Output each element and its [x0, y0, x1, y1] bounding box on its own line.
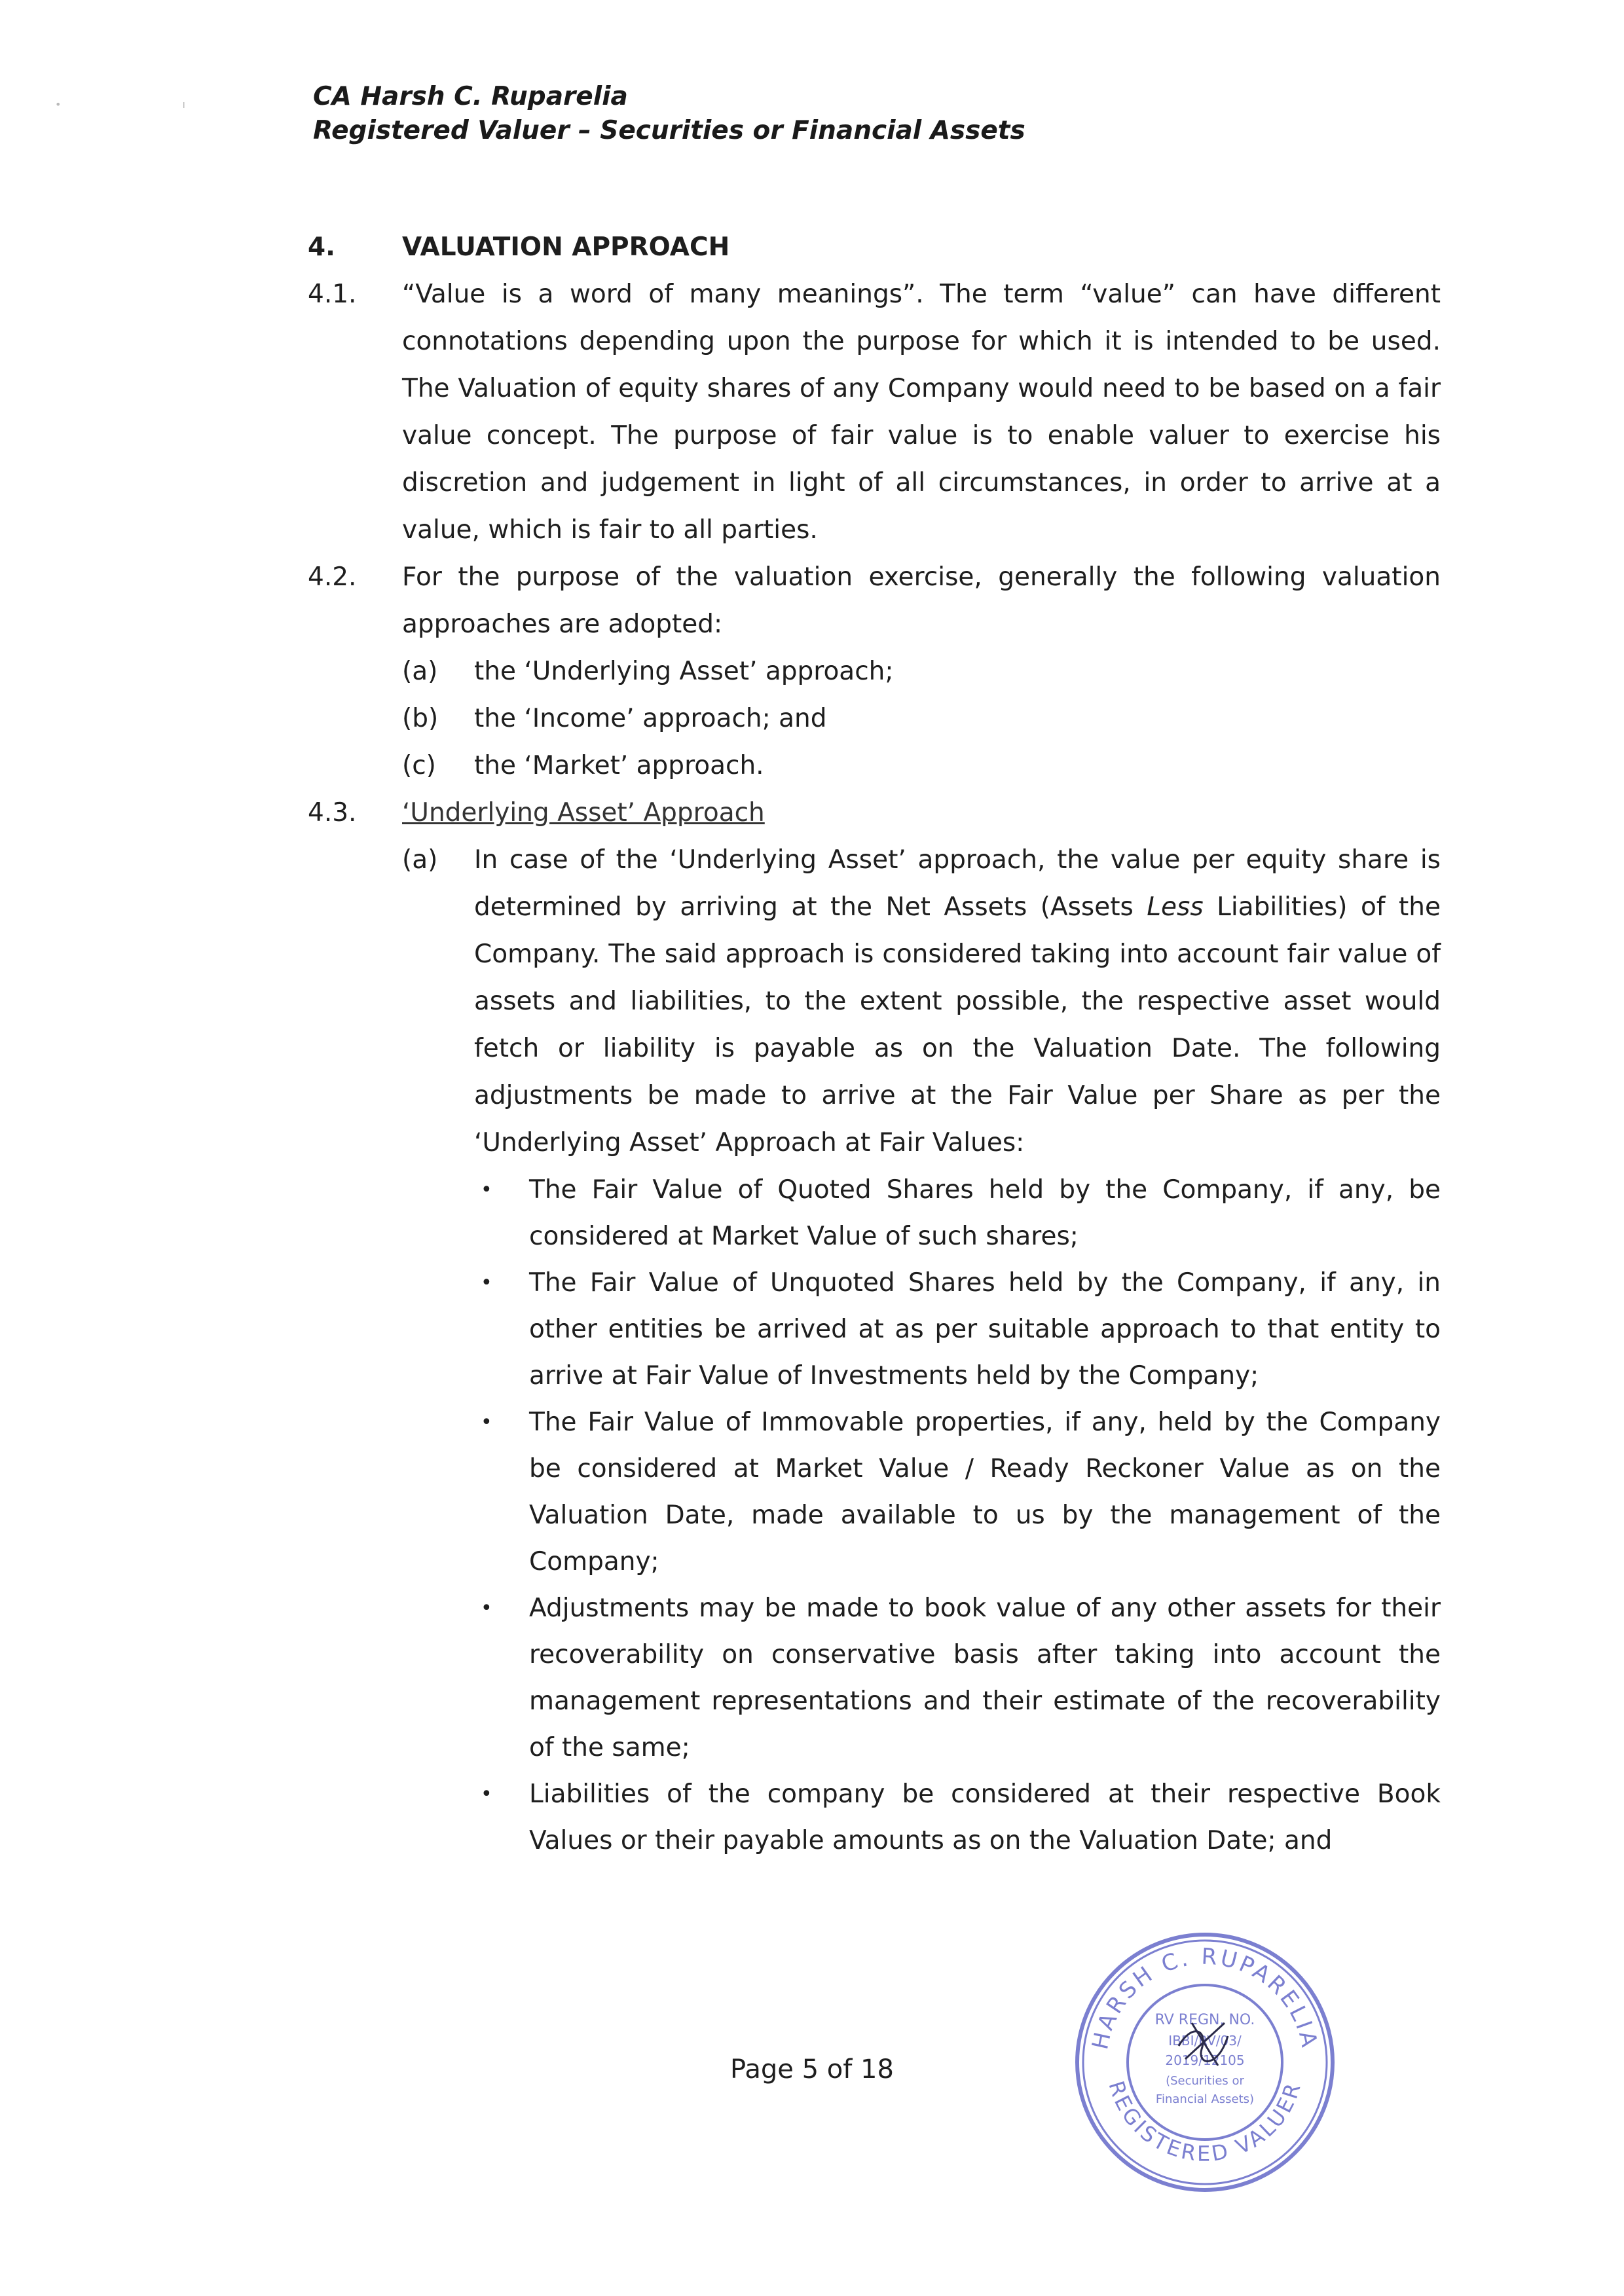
- bullet-text: Liabilities of the company be considered at their respective Book Values or their payable amounts as on the Valuation Date; and: [529, 1779, 1441, 1855]
- seal-line: IBBI/RV/03/: [1168, 2033, 1242, 2049]
- bullet-item: [474, 1399, 1441, 1585]
- valuer-seal-stamp: [1067, 1925, 1342, 2200]
- section-title: VALUATION APPROACH: [402, 232, 730, 262]
- letterhead: [313, 80, 1025, 148]
- seal-line: Financial Assets): [1155, 2092, 1255, 2106]
- list-item: [402, 742, 1441, 790]
- list-label: (a): [402, 657, 438, 686]
- section-heading: [308, 223, 1441, 271]
- seal-line: (Securities or: [1166, 2074, 1244, 2088]
- section-number: 4.: [308, 232, 335, 262]
- list-item: [402, 837, 1441, 1167]
- list-label: (b): [402, 704, 439, 733]
- paragraph-number: 4.2.: [308, 562, 357, 592]
- list-text: the ‘Income’ approach; and: [474, 704, 827, 733]
- paragraph-4-3: [308, 790, 1441, 837]
- paragraph-number: 4.1.: [308, 280, 357, 309]
- scan-specks: • ı: [55, 98, 244, 111]
- list-label: (c): [402, 751, 436, 780]
- bullet-item: [474, 1771, 1441, 1864]
- bullet-icon: •: [481, 1597, 492, 1620]
- bullet-text: The Fair Value of Immovable properties, if any, held by the Company be considered at Market Value / Ready Reckoner Value as on the Valuation Date, made available to us by the management of the Company;: [529, 1408, 1441, 1576]
- bullet-item: [474, 1585, 1441, 1771]
- page-number: Page 5 of 18: [730, 2054, 894, 2085]
- list-item: [402, 695, 1441, 742]
- document-body: [308, 223, 1441, 1864]
- list-label: (a): [402, 845, 438, 875]
- list-text: [474, 837, 1441, 1167]
- seal-ring-top: HARSH C. RUPARELIA: [1087, 1943, 1323, 2052]
- paragraph-number: 4.3.: [308, 798, 357, 828]
- valuer-name: CA Harsh C. Ruparelia: [313, 82, 628, 111]
- bullet-item: [474, 1260, 1441, 1399]
- paragraph-4-1: [308, 271, 1441, 554]
- text-part: In case of the ‘Underlying Asset’ approach, the value per equity share is determined by arriving at the Net Assets (Assets: [474, 845, 1441, 922]
- bullet-icon: •: [481, 1783, 492, 1806]
- text-italic: Less: [1147, 892, 1204, 922]
- valuer-designation: Registered Valuer – Securities or Financial Assets: [313, 116, 1025, 145]
- paragraph-4-2: [308, 554, 1441, 648]
- seal-ring-bottom: REGISTERED VALUER: [1103, 2078, 1306, 2166]
- bullet-list: [474, 1167, 1441, 1864]
- bullet-icon: •: [481, 1411, 492, 1434]
- list-text: the ‘Underlying Asset’ approach;: [474, 657, 894, 686]
- list-item: [402, 648, 1441, 695]
- bullet-text: The Fair Value of Quoted Shares held by the Company, if any, be considered at Market Value of such shares;: [529, 1175, 1441, 1251]
- seal-line: RV REGN. NO.: [1154, 2012, 1255, 2028]
- bullet-icon: •: [481, 1178, 492, 1201]
- text-part: Liabilities) of the Company. The said approach is considered taking into account fair value of assets and liabilities, to the extent possible, the respective asset would fetch or liability is payable as on the Valuation Date. The following adjustments be made to arrive at the Fair Value per Share as per the ‘Underlying Asset’ Approach at Fair Values:: [474, 892, 1441, 1157]
- bullet-item: [474, 1167, 1441, 1260]
- bullet-icon: •: [481, 1271, 492, 1294]
- paragraph-text: “Value is a word of many meanings”. The term “value” can have different connotations depending upon the purpose for which it is intended to be used. The Valuation of equity shares of any Company would need to be based on a fair value concept. The purpose of fair value is to enable valuer to exercise his discretion and judgement in light of all circumstances, in order to arrive at a value, which is fair to all parties.: [402, 280, 1441, 545]
- list-text: the ‘Market’ approach.: [474, 751, 764, 780]
- subsection-heading: ‘Underlying Asset’ Approach: [402, 798, 765, 828]
- bullet-text: Adjustments may be made to book value of any other assets for their recoverability on conservative basis after taking into account the management representations and their estimate of the recoverability of the same;: [529, 1594, 1441, 1762]
- paragraph-text: For the purpose of the valuation exercise, generally the following valuation approaches are adopted:: [402, 562, 1441, 639]
- seal-line: 2019/12105: [1165, 2052, 1245, 2068]
- bullet-text: The Fair Value of Unquoted Shares held by the Company, if any, in other entities be arrived at as per suitable approach to that entity to arrive at Fair Value of Investments held by the Company;: [529, 1268, 1441, 1391]
